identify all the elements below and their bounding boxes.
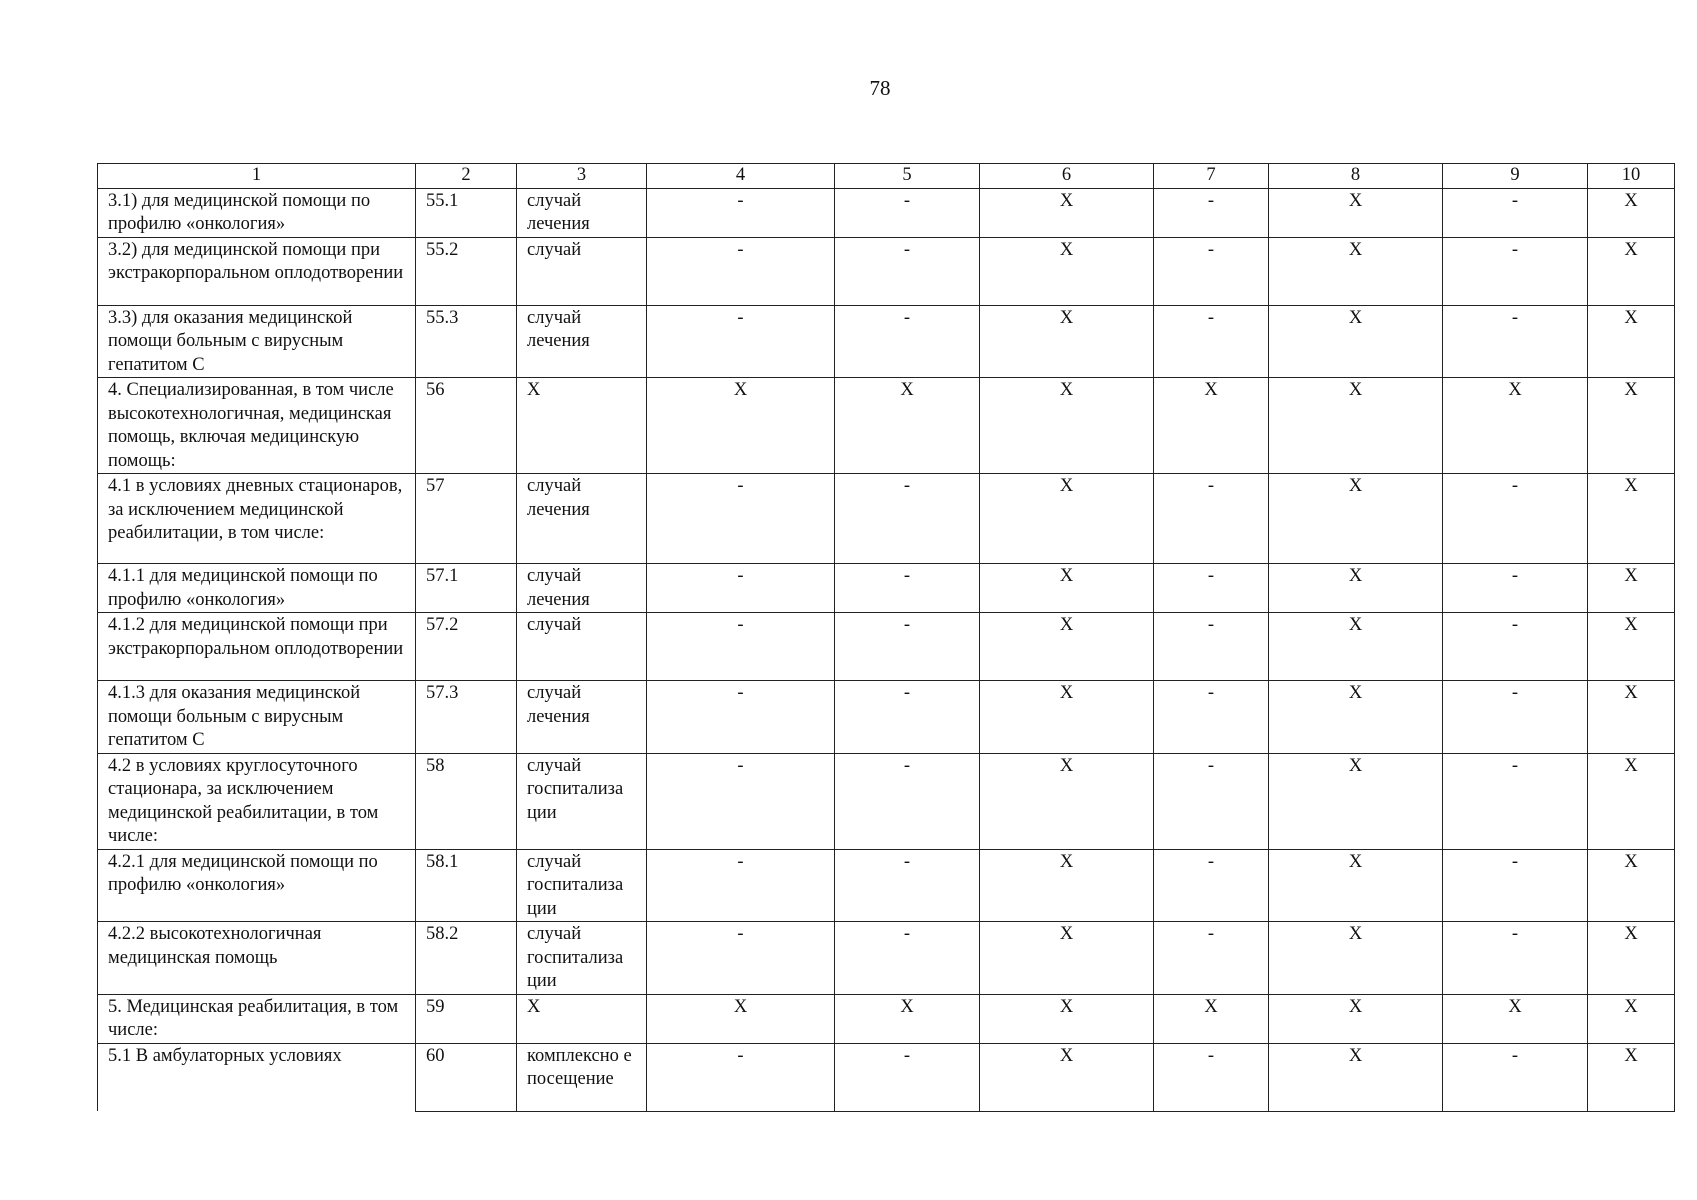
row-col7-cell: - (1154, 237, 1269, 305)
row-col9-cell: - (1443, 305, 1588, 378)
row-col10-cell: X (1588, 305, 1675, 378)
row-col6-cell: X (980, 188, 1154, 237)
row-col9-cell: X (1443, 994, 1588, 1043)
row-col9-cell: - (1443, 474, 1588, 564)
row-col9-cell: - (1443, 613, 1588, 681)
header-cell: 10 (1588, 164, 1675, 189)
row-name-cell: 5. Медицинская реабилитация, в том числе: (98, 994, 416, 1043)
row-unit-cell: X (517, 378, 647, 474)
header-cell: 1 (98, 164, 416, 189)
row-unit-cell: X (517, 994, 647, 1043)
row-col9-cell: - (1443, 188, 1588, 237)
row-col8-cell: X (1269, 237, 1443, 305)
header-cell: 7 (1154, 164, 1269, 189)
table-header-row (98, 164, 1675, 189)
row-unit-cell: случай лечения (517, 564, 647, 613)
row-unit-cell: случай (517, 613, 647, 681)
row-unit-cell: случай госпитализа ции (517, 922, 647, 995)
row-name-cell: 4.2 в условиях круглосуточного стационара, за исключением медицинской реабилитации, в том числе: (98, 753, 416, 849)
row-col10-cell: X (1588, 994, 1675, 1043)
row-col7-cell: - (1154, 305, 1269, 378)
row-col4-cell: - (647, 564, 835, 613)
row-col8-cell: X (1269, 1043, 1443, 1111)
row-col4-cell: - (647, 849, 835, 922)
row-col5-cell: - (835, 613, 980, 681)
table-row (98, 305, 1675, 378)
row-col7-cell: - (1154, 1043, 1269, 1111)
row-name-cell: 4. Специализированная, в том числе высокотехнологичная, медицинская помощь, включая медицинскую помощь: (98, 378, 416, 474)
row-col9-cell: X (1443, 378, 1588, 474)
row-col5-cell: - (835, 753, 980, 849)
row-col5-cell: - (835, 305, 980, 378)
row-code-cell: 57.2 (416, 613, 517, 681)
row-col10-cell: X (1588, 474, 1675, 564)
row-col7-cell: X (1154, 994, 1269, 1043)
row-col7-cell: - (1154, 681, 1269, 754)
row-code-cell: 55.1 (416, 188, 517, 237)
row-col6-cell: X (980, 613, 1154, 681)
header-cell: 5 (835, 164, 980, 189)
row-code-cell: 58.2 (416, 922, 517, 995)
row-unit-cell: случай госпитализа ции (517, 753, 647, 849)
row-col9-cell: - (1443, 564, 1588, 613)
row-col4-cell: - (647, 188, 835, 237)
row-col4-cell: X (647, 994, 835, 1043)
table-row (98, 753, 1675, 849)
table-row (98, 922, 1675, 995)
row-col10-cell: X (1588, 922, 1675, 995)
row-col5-cell: - (835, 922, 980, 995)
row-name-cell: 3.2) для медицинской помощи при экстракорпоральном оплодотворении (98, 237, 416, 305)
row-col6-cell: X (980, 378, 1154, 474)
row-col8-cell: X (1269, 994, 1443, 1043)
row-col8-cell: X (1269, 188, 1443, 237)
row-col5-cell: - (835, 188, 980, 237)
row-col9-cell: - (1443, 681, 1588, 754)
row-col8-cell: X (1269, 305, 1443, 378)
row-col8-cell: X (1269, 753, 1443, 849)
row-code-cell: 57.1 (416, 564, 517, 613)
row-col4-cell: - (647, 305, 835, 378)
header-cell: 6 (980, 164, 1154, 189)
header-cell: 2 (416, 164, 517, 189)
table-row (98, 994, 1675, 1043)
row-code-cell: 56 (416, 378, 517, 474)
table-row (98, 681, 1675, 754)
row-col6-cell: X (980, 1043, 1154, 1111)
row-code-cell: 59 (416, 994, 517, 1043)
row-col7-cell: - (1154, 922, 1269, 995)
table-row (98, 378, 1675, 474)
row-col8-cell: X (1269, 564, 1443, 613)
row-col8-cell: X (1269, 378, 1443, 474)
row-col6-cell: X (980, 922, 1154, 995)
row-col7-cell: X (1154, 378, 1269, 474)
row-name-cell: 4.1.1 для медицинской помощи по профилю «онкология» (98, 564, 416, 613)
row-col9-cell: - (1443, 1043, 1588, 1111)
row-col7-cell: - (1154, 564, 1269, 613)
row-col9-cell: - (1443, 922, 1588, 995)
row-col6-cell: X (980, 849, 1154, 922)
row-col7-cell: - (1154, 474, 1269, 564)
data-table (97, 163, 1675, 1112)
row-unit-cell: комплексно е посещение (517, 1043, 647, 1111)
row-col6-cell: X (980, 994, 1154, 1043)
row-col6-cell: X (980, 681, 1154, 754)
row-col8-cell: X (1269, 849, 1443, 922)
row-col10-cell: X (1588, 753, 1675, 849)
row-code-cell: 57 (416, 474, 517, 564)
row-unit-cell: случай лечения (517, 681, 647, 754)
row-col9-cell: - (1443, 849, 1588, 922)
row-col7-cell: - (1154, 849, 1269, 922)
row-col5-cell: - (835, 237, 980, 305)
row-col6-cell: X (980, 237, 1154, 305)
row-col6-cell: X (980, 564, 1154, 613)
header-cell: 9 (1443, 164, 1588, 189)
row-col9-cell: - (1443, 753, 1588, 849)
row-col4-cell: - (647, 1043, 835, 1111)
header-cell: 4 (647, 164, 835, 189)
row-unit-cell: случай лечения (517, 188, 647, 237)
row-code-cell: 55.3 (416, 305, 517, 378)
table-row (98, 188, 1675, 237)
row-name-cell: 4.1.2 для медицинской помощи при экстракорпоральном оплодотворении (98, 613, 416, 681)
row-name-cell: 5.1 В амбулаторных условиях (98, 1043, 416, 1111)
table-row (98, 613, 1675, 681)
row-col10-cell: X (1588, 378, 1675, 474)
table-row (98, 474, 1675, 564)
row-col7-cell: - (1154, 188, 1269, 237)
page-number: 78 (869, 76, 891, 100)
row-col10-cell: X (1588, 237, 1675, 305)
row-col4-cell: - (647, 922, 835, 995)
row-col5-cell: - (835, 1043, 980, 1111)
row-unit-cell: случай госпитализа ции (517, 849, 647, 922)
row-col8-cell: X (1269, 474, 1443, 564)
row-name-cell: 4.2.1 для медицинской помощи по профилю «онкология» (98, 849, 416, 922)
row-name-cell: 3.1) для медицинской помощи по профилю «онкология» (98, 188, 416, 237)
table-row (98, 237, 1675, 305)
row-col10-cell: X (1588, 1043, 1675, 1111)
row-unit-cell: случай лечения (517, 305, 647, 378)
row-code-cell: 60 (416, 1043, 517, 1111)
row-col5-cell: X (835, 994, 980, 1043)
row-name-cell: 4.1.3 для оказания медицинской помощи больным с вирусным гепатитом С (98, 681, 416, 754)
row-col10-cell: X (1588, 613, 1675, 681)
row-col10-cell: X (1588, 564, 1675, 613)
row-name-cell: 4.2.2 высокотехнологичная медицинская помощь (98, 922, 416, 995)
row-col5-cell: - (835, 681, 980, 754)
row-col5-cell: - (835, 564, 980, 613)
row-col10-cell: X (1588, 849, 1675, 922)
row-name-cell: 4.1 в условиях дневных стационаров, за исключением медицинской реабилитации, в том числе: (98, 474, 416, 564)
row-col7-cell: - (1154, 613, 1269, 681)
row-col6-cell: X (980, 474, 1154, 564)
row-col10-cell: X (1588, 681, 1675, 754)
table-row (98, 1043, 1675, 1111)
header-cell: 8 (1269, 164, 1443, 189)
row-name-cell: 3.3) для оказания медицинской помощи больным с вирусным гепатитом С (98, 305, 416, 378)
row-col5-cell: - (835, 849, 980, 922)
table-row (98, 564, 1675, 613)
row-col5-cell: - (835, 474, 980, 564)
row-col5-cell: X (835, 378, 980, 474)
row-col4-cell: - (647, 237, 835, 305)
row-col9-cell: - (1443, 237, 1588, 305)
row-col8-cell: X (1269, 922, 1443, 995)
row-col10-cell: X (1588, 188, 1675, 237)
row-col8-cell: X (1269, 681, 1443, 754)
row-unit-cell: случай (517, 237, 647, 305)
row-col8-cell: X (1269, 613, 1443, 681)
header-cell: 3 (517, 164, 647, 189)
row-col4-cell: - (647, 474, 835, 564)
table-row (98, 849, 1675, 922)
row-col6-cell: X (980, 753, 1154, 849)
row-col7-cell: - (1154, 753, 1269, 849)
row-code-cell: 58 (416, 753, 517, 849)
row-code-cell: 57.3 (416, 681, 517, 754)
row-col4-cell: - (647, 681, 835, 754)
row-code-cell: 55.2 (416, 237, 517, 305)
row-col4-cell: - (647, 613, 835, 681)
row-col4-cell: X (647, 378, 835, 474)
row-col6-cell: X (980, 305, 1154, 378)
row-col4-cell: - (647, 753, 835, 849)
row-code-cell: 58.1 (416, 849, 517, 922)
row-unit-cell: случай лечения (517, 474, 647, 564)
